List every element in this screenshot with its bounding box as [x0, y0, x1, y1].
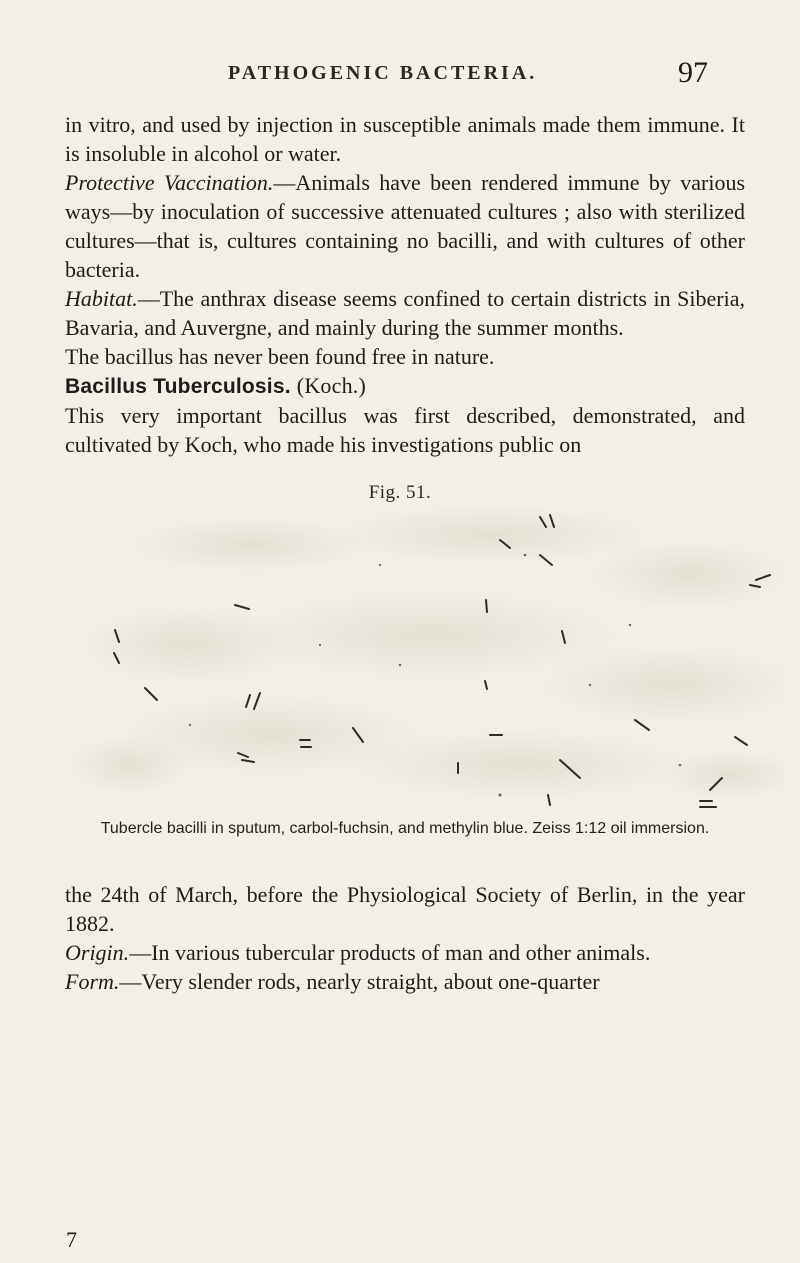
paragraph-koch: This very important bacillus was first described, demonstrated, and cultivated by Koch, who made his investigations public on	[65, 403, 745, 457]
paragraph-form	[65, 967, 745, 996]
figure-caption: Tubercle bacilli in sputum, carbol-fuchsin, and methylin blue. Zeiss 1:12 oil immersion.	[100, 820, 710, 837]
label-protective-vaccination: Protective Vaccination.	[65, 170, 274, 195]
heading-koch: (Koch.)	[296, 373, 367, 398]
text-origin: —In various tubercular products of man and other animals.	[129, 940, 651, 965]
figure-label: Fig. 51.	[368, 482, 432, 503]
label-form: Form.	[65, 969, 120, 994]
running-header	[228, 56, 708, 91]
label-origin: Origin.	[65, 940, 130, 965]
heading-bacillus-tuberculosis: Bacillus Tuberculosis.	[65, 375, 291, 398]
paragraph-invitro: in vitro, and used by injection in susceptible animals made them immune. It is insoluble in alcohol or water.	[65, 112, 745, 166]
paragraph-berlin: the 24th of March, before the Physiological Society of Berlin, in the year 1882.	[65, 882, 745, 936]
bottom-text	[65, 880, 745, 996]
micrograph-illustration	[70, 505, 785, 810]
paragraph-protective-vaccination	[65, 168, 745, 284]
paragraph-origin	[65, 938, 745, 967]
text-habitat: —The anthrax disease seems confined to certain districts in Siberia, Bavaria, and Auvergne, and mainly during the summer months.	[65, 286, 745, 340]
top-text	[65, 110, 745, 459]
paragraph-habitat	[65, 284, 745, 342]
text-protective-vaccination: —Animals have been rendered immune by various ways—by inoculation of successive attenuated cultures ; also with sterilized cultures—that is, cultures containing no bacilli, and with cultures of other bacteria.	[65, 170, 745, 282]
label-habitat: Habitat.	[65, 286, 138, 311]
sputum-background	[70, 505, 785, 800]
signature-mark: 7	[66, 1227, 77, 1252]
section-heading	[65, 371, 745, 401]
text-form: —Very slender rods, nearly straight, about one-quarter	[119, 969, 600, 994]
page-number: 97	[678, 56, 708, 89]
paragraph-never-found: The bacillus has never been found free in nature.	[65, 344, 495, 369]
running-title: PATHOGENIC BACTERIA.	[228, 62, 538, 84]
